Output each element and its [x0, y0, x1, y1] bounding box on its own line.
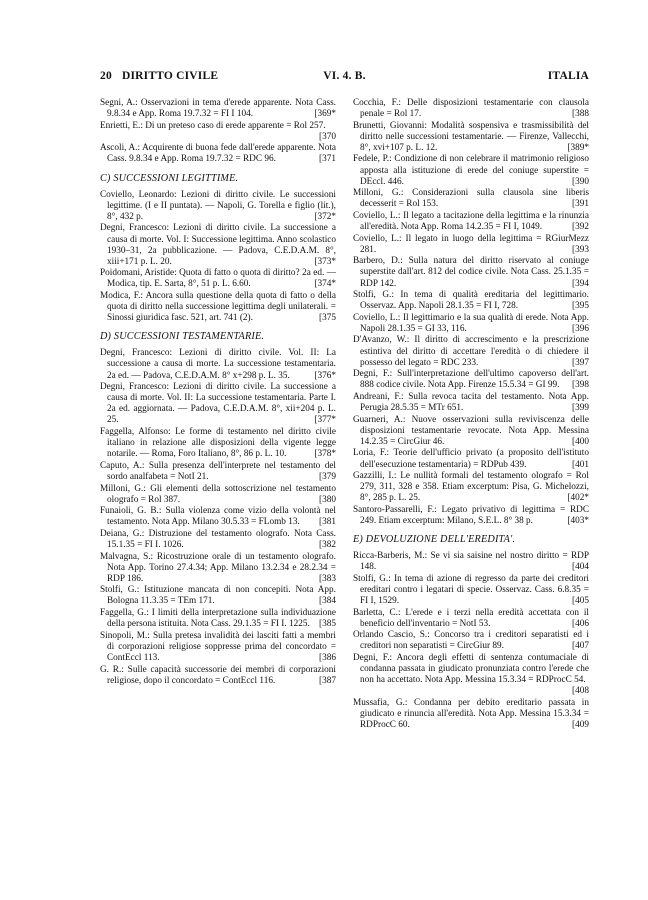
- entry-number: [395: [572, 301, 589, 312]
- entry-number: [390: [572, 176, 589, 187]
- bibliography-entry: [100, 608, 336, 630]
- entry-text: Coviello, L.: Il legato in luogo della legittima = RGiurMezz 281.: [353, 233, 589, 255]
- bibliography-entry: [353, 448, 589, 470]
- entry-number: [393: [572, 244, 589, 255]
- bibliography-entry: [353, 505, 589, 527]
- bibliography-entry: [100, 190, 336, 223]
- entry-text: Milloni, G.: Gli elementi della sottoscrizione nel testamento olografo = Rol 387.: [100, 483, 336, 505]
- entry-text: D'Avanzo, W.: Il diritto di accrescimento e la prescrizione estintiva del diritto di accettare l'eredità o di chiedere il possesso del legato = RDC 233.: [353, 335, 589, 368]
- page-number: 20: [100, 70, 112, 82]
- bibliography-entry: [100, 348, 336, 381]
- entry-text: Stolfi, G.: In tema di qualità ereditaria del legittimario. Osservaz. App. Napoli 28.1.35 = FI I, 728.: [353, 290, 589, 312]
- bibliography-entry: [353, 551, 589, 573]
- entry-number: [383: [319, 573, 336, 584]
- bibliography-entry: [100, 585, 336, 607]
- bibliography-entry: [100, 291, 336, 324]
- entry-text: Ascoli, A.: Acquirente di buona fede dall'erede apparente. Nota Cass. 9.8.34 e App. Roma 19.7.32 = RDC 96.: [100, 143, 336, 165]
- entry-number: [389*: [567, 142, 589, 153]
- entry-text: Stolfi, G.: Istituzione mancata di non concepiti. Nota App. Bologna 11.3.35 = TEm 171.: [100, 585, 336, 607]
- entry-text: Fedele, P.: Condizione di non celebrare il matrimonio religioso apposta alla istituzione di erede del coniuge superstite = DEccl. 446.: [353, 154, 589, 187]
- right-column: [353, 98, 589, 732]
- bibliography-entry: [100, 631, 336, 664]
- bibliography-entry: [100, 223, 336, 267]
- page-header: [100, 70, 589, 86]
- entry-number: [398: [572, 380, 589, 391]
- bibliography-entry: [353, 574, 589, 607]
- entry-number: [370: [319, 131, 336, 142]
- entry-number: [378*: [314, 449, 336, 460]
- entry-text: Brunetti, Giovanni: Modalità sospensiva e trasmissibilità del diritto nelle successioni testamentarie. — Firenze, Vallecchi, 8°, xvi+107 p. L. 12.: [353, 120, 589, 153]
- entry-number: [392: [572, 222, 589, 233]
- bibliography-entry: [100, 121, 336, 143]
- entry-text: Sinopoli, M.: Sulla pretesa invalidità dei lasciti fatti a membri di corporazioni religiose soppresse prima del concordato = ContEccl 113.: [100, 630, 336, 663]
- entry-number: [407: [572, 641, 589, 652]
- entry-text: Mussafia, G.: Condanna per debito ereditario passata in giudicato e rinuncia all'eredità. Nota App. Messina 15.3.34 = RDProcC 60.: [353, 697, 589, 731]
- entry-text: Degni, Francesco: Lezioni di diritto civile. La successione a causa di morte. Vol. II: La successione testamentaria. Parte I. 2a ed. aggiornata. — Padova, C.E.D.A.M. 8°, xii+204 p. L. 25.: [100, 382, 336, 426]
- bibliography-entry: [353, 211, 589, 233]
- entry-number: [373*: [314, 256, 336, 267]
- entry-text: Gazzilli, I.: Le nullità formali del testamento olografo = Rol 279, 311, 328 e 358. Etiam excerptum: Pisa, G. Michelozzi, 8°, 285 p. L. 25.: [353, 471, 589, 504]
- entry-text: Degni, F.: Ancora degli effetti di sentenza contumaciale di condanna passata in giudicato pronunziata contro l'erede che non ha accettato. Nota App. Messina 15.3.34 = RDProcC 54.: [353, 653, 589, 686]
- bibliography-entry: [353, 471, 589, 504]
- bibliography-entry: [100, 461, 336, 483]
- left-column: [100, 98, 336, 687]
- bibliography-entry: [353, 608, 589, 630]
- bibliography-entry: [100, 506, 336, 528]
- entry-number: [371: [319, 154, 336, 165]
- bibliography-entry: [353, 290, 589, 312]
- bibliography-entry: [100, 552, 336, 585]
- entry-text: Loria, F.: Teorie dell'ufficio privato (a proposito dell'istituto dell'esecuzione testamentaria) = RDPub 439.: [353, 448, 589, 470]
- bibliography-entry: [353, 335, 589, 368]
- classification-code: VI. 4. B.: [323, 70, 366, 82]
- entry-text: Coviello, L.: Il legittimario e la sua qualità di erede. Nota App. Napoli 28.1.35 = GI 33, 116.: [353, 312, 589, 334]
- entry-number: [406: [572, 618, 589, 629]
- entry-text: Milloni, G.: Considerazioni sulla clausola sine liberis decesserit = Rol 153.: [353, 188, 589, 210]
- entry-text: Guarneri, A.: Nuove osservazioni sulla reviviscenza delle disposizioni testamentarie revocate. Nota App. Messina 14.2.35 = CircGiur 46.: [353, 414, 589, 447]
- bibliography-entry: [100, 529, 336, 551]
- entry-number: [379: [319, 471, 336, 482]
- entry-number: [372*: [314, 211, 336, 222]
- entry-text: Funaioli, G. B.: Sulla violenza come vizio della volontà nel testamento. Nota App. Milano 30.5.33 = FLomb 13.: [100, 506, 336, 528]
- bibliography-entry: [353, 392, 589, 414]
- bibliography-entry: [100, 268, 336, 290]
- entry-number: [401: [572, 459, 589, 470]
- entry-number: [409: [572, 720, 589, 731]
- bibliography-entry: [100, 98, 336, 120]
- entry-text: Segni, A.: Osservazioni in tema d'erede apparente. Nota Cass. 9.8.34 e App. Roma 19.7.32 = FI I 104.: [100, 98, 336, 120]
- bibliography-entry: [353, 630, 589, 652]
- entry-number: [375: [319, 313, 336, 324]
- entry-text: Barbero, D.: Sulla natura del diritto riservato al coniuge superstite dall'art. 812 del codice civile. Nota Cass. 25.1.35 = RDP 142.: [353, 256, 589, 289]
- bibliography-entry: [353, 415, 589, 448]
- bibliography-entry: [100, 484, 336, 506]
- entry-number: [380: [319, 494, 336, 505]
- entry-text: Caputo, A.: Sulla presenza dell'interprete nel testamento del sordo analfabeta = NotI 21.: [100, 460, 336, 482]
- entry-number: [381: [319, 517, 336, 528]
- entry-number: [391: [572, 199, 589, 210]
- entry-number: [399: [572, 403, 589, 414]
- entry-number: [387: [319, 675, 336, 686]
- running-section-title: DIRITTO CIVILE: [122, 70, 219, 82]
- entry-text: Faggella, Alfonso: Le forme di testamento nel diritto civile italiano in relazione alle disposizioni della vigente legge notarile. — Roma, Foro Italiano, 8°, 86 p. L. 10.: [100, 427, 336, 460]
- entry-text: Orlando Cascio, S.: Concorso tra i creditori separatisti ed i creditori non separatisti = CircGiur 89.: [353, 630, 589, 652]
- entry-text: Degni, F.: Sull'interpretazione dell'ultimo capoverso dell'art. 888 codice civile. Nota App. Firenze 15.5.34 = GI 99.: [353, 369, 589, 391]
- entry-text: Ricca-Barberis, M.: Se vi sia saisine nel nostro diritto = RDP 148.: [353, 551, 589, 573]
- bibliography-entry: [100, 665, 336, 687]
- bibliography-entry: [353, 256, 589, 289]
- entry-number: [388: [572, 109, 589, 120]
- entry-number: [394: [572, 278, 589, 289]
- bibliography-entry: [353, 234, 589, 256]
- entry-number: [374*: [314, 279, 336, 290]
- entry-text: Poidomani, Aristide: Quota di fatto o quota di diritto? 2a ed. — Modica, tip. E. Sarta, 8°, 51 p. L. 6.60.: [100, 268, 336, 290]
- entry-text: Faggella, G.: I limiti della interpretazione sulla individuazione della persona istituita. Nota Cass. 29.1.35 = FI I. 1225.: [100, 608, 336, 630]
- entry-text: Malvagna, S.: Ricostruzione orale di un testamento olografo. Nota App. Torino 27.4.34; App. Milano 13.2.34 e 28.2.34 = RDP 186.: [100, 551, 336, 584]
- entry-text: Coviello, Leonardo: Lezioni di diritto civile. Le successioni legittime. (I e II puntata). — Napoli, G. Torella e figlio (lit.), 8°, 432 p.: [100, 189, 336, 222]
- entry-number: [382: [319, 539, 336, 550]
- entry-text: Andreani, F.: Sulla revoca tacita del testamento. Nota App. Perugia 28.5.35 = MTr 651.: [353, 391, 589, 414]
- entry-text: Cocchia, F.: Delle disposizioni testamentarie con clausola penale = Rol 17.: [353, 98, 589, 120]
- entry-text: Modica, F.: Ancora sulla questione della quota di fatto o della quota di diritto nella successione legittima degli unilaterali. = Sinossi giuridica fasc. 521, art. 741 (2).: [100, 291, 336, 324]
- entry-number: [400: [572, 436, 589, 447]
- bibliography-entry: [353, 188, 589, 210]
- entry-text: Degni, Francesco: Lezioni di diritto civile. La successione a causa di morte. Vol. I: Successione legittima. Anno scolastico 1930–31, 2a pubblicazione. — Padova, C.E.D.A.M. 8°, xiii+171 p. L. 20.: [100, 223, 336, 267]
- bibliography-entry: [353, 154, 589, 187]
- entry-number: [369*: [314, 109, 336, 120]
- entry-number: [403*: [567, 515, 589, 526]
- entry-number: [384: [319, 596, 336, 607]
- entry-number: [397: [572, 357, 589, 368]
- bibliography-entry: [100, 143, 336, 165]
- bibliography-entry: [353, 698, 589, 731]
- entry-number: [402*: [567, 493, 589, 504]
- entry-number: [408: [572, 686, 589, 697]
- entry-text: Stolfi, G.: In tema di azione di regresso da parte dei creditori ereditari contro i legatari di specie. Osservaz. Cass. 6.8.35 = FI I, 1529.: [353, 573, 589, 607]
- entry-number: [376*: [314, 370, 336, 381]
- bibliography-entry: [353, 313, 589, 335]
- entry-text: Barletta, C.: L'erede e i terzi nella eredità accettata con il beneficio dell'inventario = NotI 53.: [353, 607, 589, 629]
- entry-text: Santoro-Passarelli, F.: Legato privativo di legittima = RDC 249. Etiam excerptum: Milano, S.E.L. 8° 38 p.: [353, 504, 589, 526]
- bibliography-entry: [100, 427, 336, 460]
- bibliography-entry: [353, 121, 589, 154]
- country-label: ITALIA: [547, 70, 589, 82]
- entry-text: Deiana, G.: Distruzione del testamento olografo. Nota Cass. 15.1.35 = FI I. 1026.: [100, 528, 336, 550]
- bibliography-entry: [353, 653, 589, 697]
- entry-number: [396: [572, 323, 589, 334]
- section-heading: C) SUCCESSIONI LEGITTIME.: [100, 172, 239, 184]
- entry-number: [405: [572, 596, 589, 607]
- section-heading: D) SUCCESSIONI TESTAMENTARIE.: [100, 331, 265, 343]
- entry-number: [385: [319, 619, 336, 630]
- entry-text: Enrietti, E.: Di un preteso caso di erede apparente = Rol 257.: [100, 120, 326, 131]
- bibliography-entry: [100, 382, 336, 426]
- entry-text: Degni, Francesco: Lezioni di diritto civile. Vol. II: La successione a causa di morte. La successione testamentaria. 2a ed. — Padova, C.E.D.A.M. 8° x+298 p. L. 35.: [100, 348, 336, 381]
- entry-text: G. R.: Sulle capacità successorie dei membri di corporazioni religiose, dopo il concordato = ContEccl 116.: [100, 664, 336, 686]
- entry-number: [386: [319, 652, 336, 663]
- entry-number: [377*: [314, 415, 336, 426]
- bibliography-entry: [353, 369, 589, 391]
- entry-text: Coviello, L.: Il legato a tacitazione della legittima e la rinunzia all'eredità. Nota App. Roma 14.2.35 = FI I, 1049.: [353, 210, 589, 233]
- section-heading: E) DEVOLUZIONE DELL'EREDITA'.: [353, 534, 516, 546]
- entry-number: [404: [572, 562, 589, 573]
- bibliography-entry: [353, 98, 589, 120]
